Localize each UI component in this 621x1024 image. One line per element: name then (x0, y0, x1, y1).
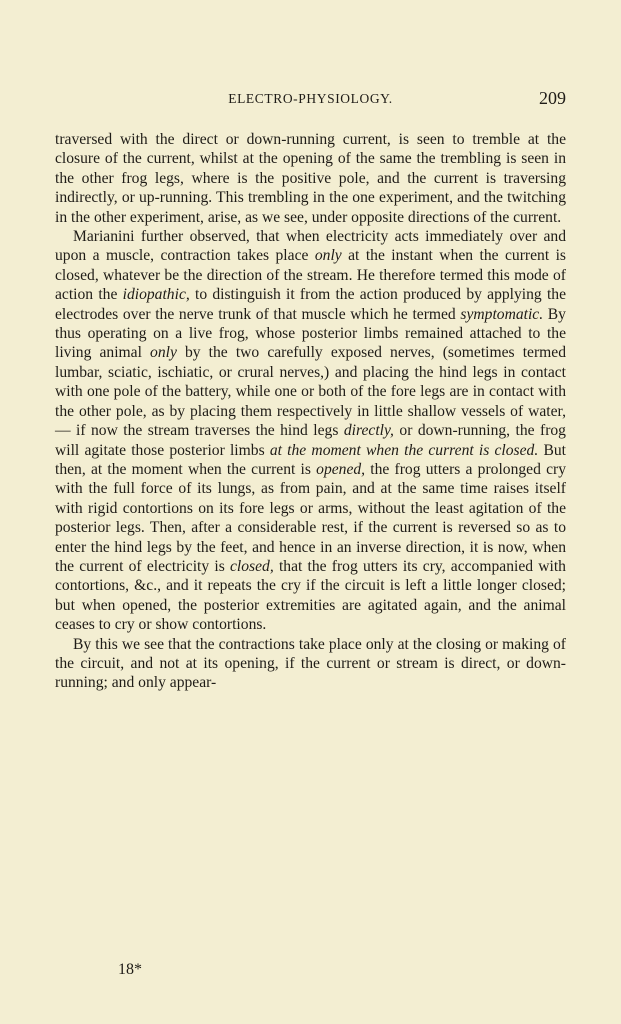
body-text (55, 130, 566, 693)
paragraph-2-italic-5: directly, (343, 422, 394, 440)
paragraph-2-text-2: at the instant when the current is closed, whatever be the direction of the stream. He therefore termed this mode of action the (55, 247, 566, 304)
paragraph-2-italic-3: symptomatic. (460, 305, 544, 323)
paragraph-2-italic-8: closed, (229, 557, 274, 575)
paragraph-2 (55, 227, 566, 635)
paragraph-2-text-6: or down-running, the frog will agitate those posterior limbs (55, 422, 566, 459)
paragraph-2-text-7: But then, at the moment when the current is (55, 441, 566, 478)
paragraph-2-italic-7: opened, (316, 460, 366, 478)
paragraph-2-text-4: By thus operating on a live frog, whose posterior limbs remained attached to the living animal (55, 305, 566, 362)
running-head (55, 88, 566, 110)
paragraph-2-text-9: that the frog utters its cry, accompanied with contortions, &c., and it repeats the cry if the circuit is left a little longer closed; but when opened, the posterior extremities are agitated again, and the animal ceases to cry or show contortions. (55, 557, 566, 634)
running-title: ELECTRO-PHYSIOLOGY. (228, 91, 393, 106)
paragraph-1 (55, 130, 566, 227)
page-number: 209 (539, 88, 566, 108)
paragraph-2-italic-2: idiopathic, (122, 286, 190, 304)
paragraph-2-text-5: by the two carefully exposed nerves, (sometimes termed lumbar, sciatic, ischiatic, or crural nerves,) and placing the hind legs in contact with one pole of the battery, while one or both of the fore legs are in contact with the other pole, as by placing them respectively in little shallow vessels of water, — if now the stream traverses the hind legs (55, 344, 567, 440)
paragraph-2-italic-1: only (314, 247, 342, 265)
paragraph-2-text-8: the frog utters a prolonged cry with the full force of its lungs, as from pain, and at the same time raises itself with rigid contortions on its fore legs or arms, without the least agitation of the posterior legs. Then, after a considerable rest, if the current is reversed so as to enter the hind legs by the feet, and hence in an inverse direction, it is now, when the current of electricity is (55, 460, 567, 575)
paragraph-2-text-1: Marianini further observed, that when electricity acts immediately over and upon a muscle, contraction takes place (55, 228, 566, 265)
paragraph-3-text: By this we see that the contractions take place only at the closing or making of the circuit, and not at its opening, if the current or stream is direct, or down-running; and only appear- (55, 635, 566, 692)
paragraph-2-text-3: to distinguish it from the action produced by applying the electrodes over the nerve trunk of that muscle which he termed (55, 286, 567, 323)
paragraph-1-text: traversed with the direct or down-running current, is seen to tremble at the closure of the current, whilst at the opening of the same the trembling is seen in the other frog legs, where is the positive pole, and the current is traversing indirectly, or up-running. This trembling in the one experiment, and the twitching in the other experiment, arise, as we see, under opposite directions of the current. (55, 131, 566, 226)
signature-mark: 18* (118, 961, 142, 978)
paragraph-2-italic-4: only (150, 344, 177, 362)
paragraph-2-italic-6: at the moment when the current is closed. (269, 441, 539, 459)
paragraph-3 (55, 635, 566, 693)
